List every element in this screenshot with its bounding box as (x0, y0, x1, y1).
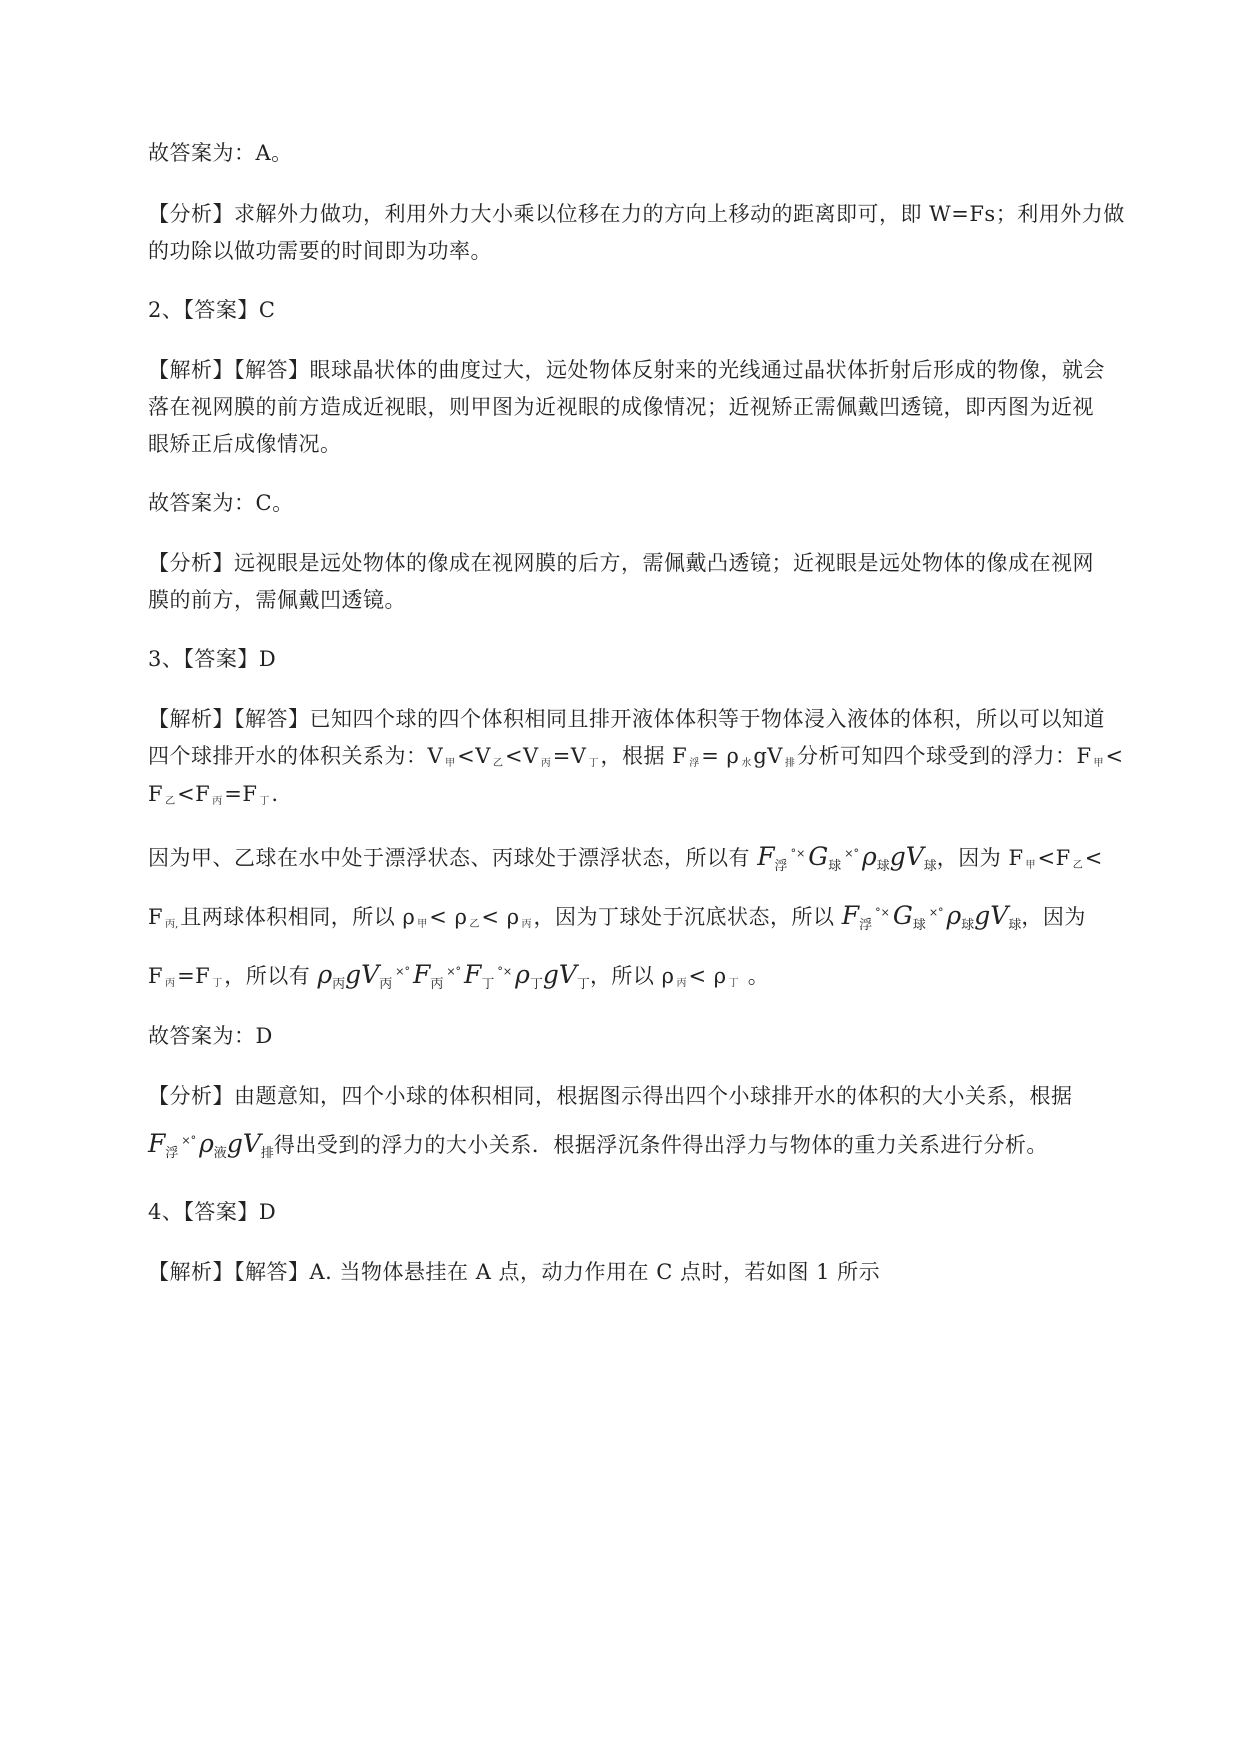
formula-archimedes: $F_浮^{\times^\circ}$ $\rho_液gV_排$ (148, 1129, 274, 1161)
analysis-line-q2-2: 膜的前方，需佩戴凹透镜。 (148, 588, 406, 612)
explanation-line-q3-1: 【解析】【解答】已知四个球的四个体积相同且排开液体体积等于物体浸入液体的体积，所以可以知道 (148, 707, 1105, 731)
analysis-line-q3-1: 【分析】由题意知，四个小球的体积相同，根据图示得出四个小球排开水的体积的大小关系，根据 (148, 1084, 1073, 1108)
formula-sink: $F_浮^{^\circ\times}$ $G_球^{\times^\circ}$ $\rho_球gV_球$ (841, 901, 1022, 933)
answer-heading-q3: 3、【答案】D (148, 647, 277, 671)
analysis-line-q1-1: 【分析】求解外力做功，利用外力大小乘以位移在力的方向上移动的距离即可，即 W=Fs；利用外力做 (148, 202, 1125, 226)
answer-line-q3: 故答案为：D (148, 1024, 273, 1048)
explanation-line-q3-5: F $_{丙,}$且两球体积相同，所以 ρ $_甲$< ρ $_乙$< ρ $_丙$，因为丁球处于沉底状态，所以 $F_浮^{^\circ\times}$ $G_球^{\times^\circ}$ $\rho_球gV_球$，因为 (148, 901, 1086, 933)
analysis-line-q2-1: 【分析】远视眼是远处物体的像成在视网膜的后方，需佩戴凸透镜；近视眼是远处物体的像成在视网 (148, 551, 1094, 575)
answer-line-q2: 故答案为：C。 (148, 491, 294, 515)
explanation-line-q2-1: 【解析】【解答】眼球晶状体的曲度过大，远处物体反射来的光线通过晶状体折射后形成的物像，就会 (148, 358, 1105, 382)
explanation-line-q2-3: 眼矫正后成像情况。 (148, 432, 342, 456)
analysis-line-q1-2: 的功除以做功需要的时间即为功率。 (148, 239, 492, 263)
answer-heading-q4: 4、【答案】D (148, 1200, 277, 1224)
explanation-line-q3-3: F $_乙$<F $_丙$=F $_丁$. (148, 782, 279, 807)
analysis-line-q3-2: $F_浮^{\times^\circ}$ $\rho_液gV_排$得出受到的浮力的大小关系．根据浮沉条件得出浮力与物体的重力关系进行分析。 (148, 1129, 1048, 1161)
explanation-line-q4-1: 【解析】【解答】A. 当物体悬挂在 A 点，动力作用在 C 点时，若如图 1 所示 (148, 1260, 881, 1284)
explanation-line-q3-6: F $_丙$=F $_丁$，所以有 $\rho_丙gV_丙^{\times^\circ}$ $F_丙^{\times^\circ}$ $F_丁^{^\circ\times}$ $\rho_丁gV_丁$，所以 ρ $_丙$< ρ $_丁$ 。 (148, 960, 770, 992)
answer-line-q1: 故答案为：A。 (148, 141, 293, 165)
formula-density: $\rho_丙gV_丙^{\times^\circ}$ $F_丙^{\times^\circ}$ $F_丁^{^\circ\times}$ $\rho_丁gV_丁$ (317, 960, 590, 992)
explanation-line-q3-4: 因为甲、乙球在水中处于漂浮状态、丙球处于漂浮状态，所以有 $F_浮^{^\circ\times}$ $G_球^{\times^\circ}$ $\rho_球gV_球$，因为 F $_甲$<F $_乙$< (148, 842, 1103, 874)
formula-buoyancy: $F_浮^{^\circ\times}$ $G_球^{\times^\circ}$ $\rho_球gV_球$ (757, 842, 937, 874)
explanation-line-q2-2: 落在视网膜的前方造成近视眼，则甲图为近视眼的成像情况；近视矫正需佩戴凹透镜，即丙图为近视 (148, 395, 1094, 419)
answer-heading-q2: 2、【答案】C (148, 298, 276, 322)
explanation-line-q3-2: 四个球排开水的体积关系为：V $_甲$<V $_乙$<V $_丙$=V $_丁$，根据 F $_浮$= ρ $_水$gV $_排$分析可知四个球受到的浮力：F $_甲$< (148, 744, 1124, 769)
